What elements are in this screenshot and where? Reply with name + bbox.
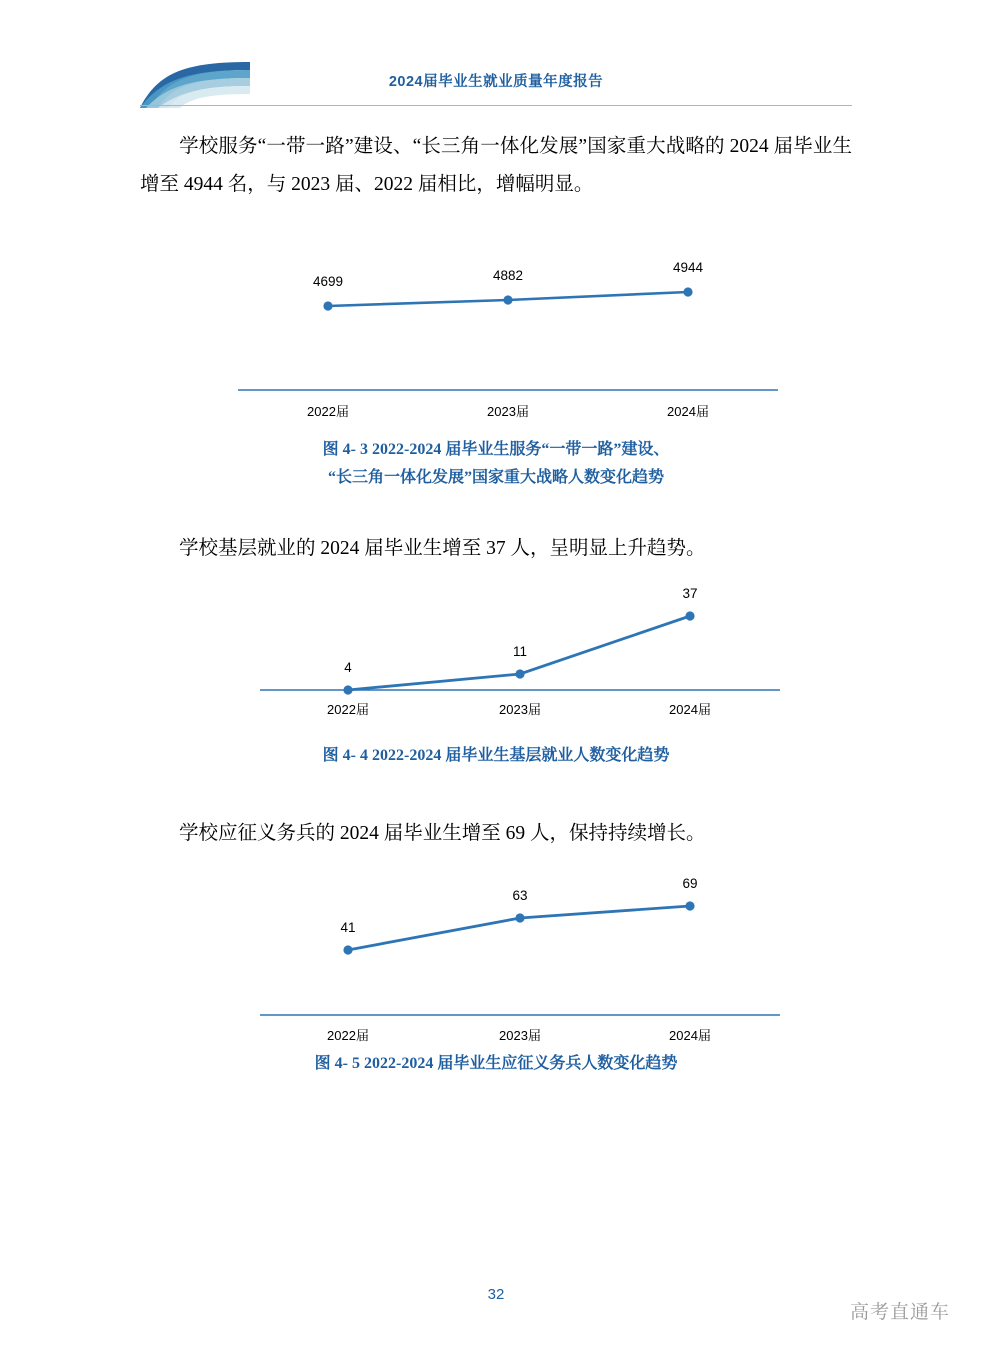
data-point: [515, 669, 524, 678]
x-tick-label: 2024届: [669, 702, 711, 717]
x-tick-label: 2022届: [307, 404, 349, 419]
chart-svg-2: [140, 580, 852, 740]
x-tick-label: 2022届: [327, 702, 369, 717]
figure-caption-4-3-line2: “长三角一体化发展”国家重大战略人数变化趋势: [327, 469, 664, 486]
data-label: 63: [512, 888, 528, 903]
data-point: [515, 913, 524, 922]
chart-svg-3: [140, 870, 852, 1050]
data-label: 4882: [492, 268, 524, 283]
data-label: 4944: [672, 260, 704, 275]
chart-svg-1: [140, 250, 852, 419]
data-point: [323, 301, 332, 310]
x-tick-label: 2023届: [487, 404, 529, 419]
chart-belt-and-road: [140, 250, 852, 419]
x-tick-label: 2024届: [667, 404, 709, 419]
data-point: [685, 611, 694, 620]
paragraph-text: 学校基层就业的 2024 届毕业生增至 37 人，呈明显上升趋势。: [179, 538, 706, 559]
data-label: 4699: [312, 274, 344, 289]
page-header: [0, 58, 992, 114]
paragraph-military-service: [140, 815, 852, 853]
chart-grassroots-employment: [140, 580, 852, 740]
paragraph-text: 学校应征义务兵的 2024 届毕业生增至 69 人，保持持续增长。: [179, 823, 706, 844]
data-label: 41: [340, 920, 356, 935]
paragraph-grassroots-employment: [140, 530, 852, 568]
data-point: [343, 945, 352, 954]
watermark: 高考直通车: [849, 1302, 950, 1323]
data-point: [503, 295, 512, 304]
data-label: 69: [682, 876, 698, 891]
data-label: 11: [512, 644, 528, 659]
x-tick-label: 2023届: [499, 1028, 541, 1043]
figure-caption-4-5: 图 4- 5 2022-2024 届毕业生应征义务兵人数变化趋势: [314, 1055, 678, 1072]
data-point: [685, 901, 694, 910]
header-title: 2024届毕业生就业质量年度报告: [388, 74, 604, 90]
paragraph-text: 学校服务“一带一路”建设、“长三角一体化发展”国家重大战略的 2024 届毕业生增至 4944 名，与 2023 届、2022 届相比，增幅明显。: [140, 136, 852, 195]
paragraph-belt-and-road: [140, 128, 852, 204]
x-tick-label: 2024届: [669, 1028, 711, 1043]
data-point: [343, 685, 352, 694]
x-tick-label: 2023届: [499, 702, 541, 717]
chart-military-service: [140, 870, 852, 1050]
series-line: [348, 906, 690, 950]
data-point: [683, 287, 692, 296]
x-tick-label: 2022届: [327, 1028, 369, 1043]
header-divider: [140, 105, 852, 106]
data-label: 4: [344, 660, 352, 675]
figure-caption-4-3-line1: 图 4- 3 2022-2024 届毕业生服务“一带一路”建设、: [322, 441, 670, 458]
page-number: 32: [487, 1286, 505, 1303]
figure-caption-4-4: 图 4- 4 2022-2024 届毕业生基层就业人数变化趋势: [322, 747, 670, 764]
data-label: 37: [682, 586, 698, 601]
